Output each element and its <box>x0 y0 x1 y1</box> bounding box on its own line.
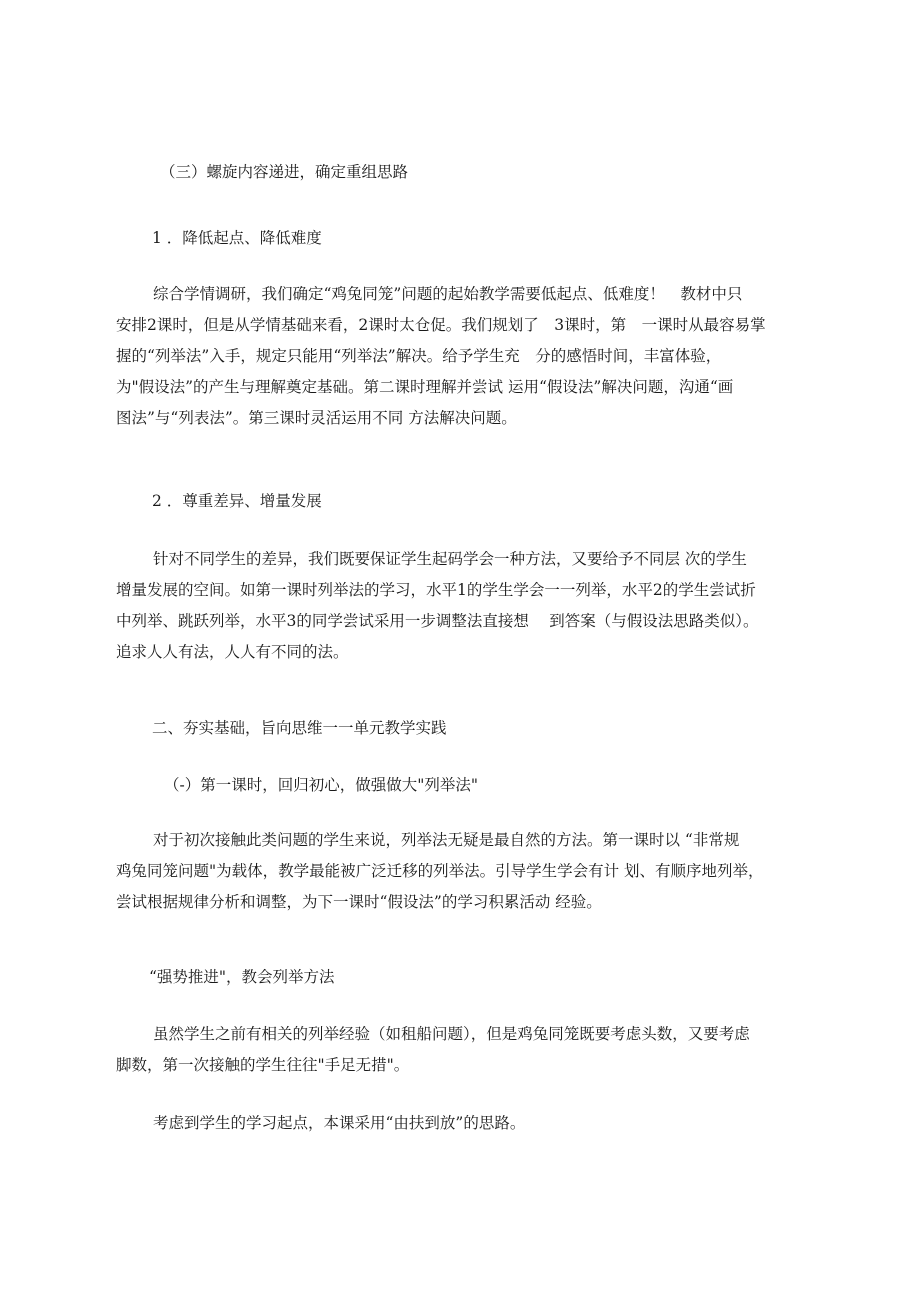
text-line: 针对不同学生的差异，我们既要保证学生起码学会一种方法，又要给予不同层 次的学生 <box>153 550 747 568</box>
text-line: 图法”与“列表法”。第三课时灵活运用不同 方法解决问题。 <box>116 409 517 427</box>
text-line: 增量发展的空间。如第一课时列举法的学习，水平1的学生学会一一列举，水平2的学生尝试折 <box>116 581 756 599</box>
text-line: 握的“列举法”入手，规定只能用“列举法”解决。给予学生充 分的感悟时间，丰富体验， <box>116 347 722 365</box>
paragraph-learning-start <box>116 1108 816 1139</box>
text-line: 考虑到学生的学习起点，本课采用“由扶到放”的思路。 <box>153 1114 526 1132</box>
paragraph-lower-difficulty <box>116 279 816 434</box>
subheading-lower-difficulty: 1 ．降低起点、降低难度 <box>152 229 322 247</box>
text-line: 虽然学生之前有相关的列举经验（如租船问题），但是鸡兔同笼既要考虑头数，又要考虑 <box>153 1025 750 1043</box>
text-line: 追求人人有法，人人有不同的法。 <box>116 643 349 661</box>
text-line: 综合学情调研，我们确定“鸡兔同笼”问题的起始教学需要低起点、低难度！ 教材中只 <box>153 285 743 303</box>
section-heading-practice: 二、夯实基础，旨向思维一一单元教学实践 <box>152 719 447 737</box>
subheading-respect-difference: 2 ．尊重差异、增量发展 <box>152 492 322 510</box>
subheading-strong-push: “强势推进"，教会列举方法 <box>149 968 335 986</box>
text-line: 尝试根据规律分析和调整，为下一课时“假设法”的学习积累活动 经验。 <box>116 893 602 911</box>
paragraph-respect-difference <box>116 544 816 668</box>
paragraph-listing-experience <box>116 1019 816 1081</box>
text-line: 安排2课时，但是从学情基础来看，2课时太仓促。我们规划了 3课时，第 一课时从最容易掌 <box>116 316 766 334</box>
text-line: 鸡兔同笼问题"为载体，教学最能被广泛迁移的列举法。引导学生学会有计 划、有顺序地列举， <box>116 862 764 880</box>
text-line: 为"假设法”的产生与理解奠定基础。第二课时理解并尝试 运用“假设法”解决问题，沟通“画 <box>116 378 734 396</box>
text-line: 脚数，第一次接触的学生往往"手足无措"。 <box>116 1056 410 1074</box>
text-line: 中列举、跳跃列举，水平3的同学尝试采用一步调整法直接想 到答案（与假设法思路类似）。 <box>116 612 759 630</box>
subheading-first-lesson: （-）第一课时，回归初心，做强做大"列举法" <box>164 776 478 794</box>
section-heading-spiral: （三）螺旋内容递进，确定重组思路 <box>160 163 409 181</box>
paragraph-first-lesson <box>116 825 816 918</box>
text-line: 对于初次接触此类问题的学生来说，列举法无疑是最自然的方法。第一课时以 “非常规 <box>153 831 740 849</box>
